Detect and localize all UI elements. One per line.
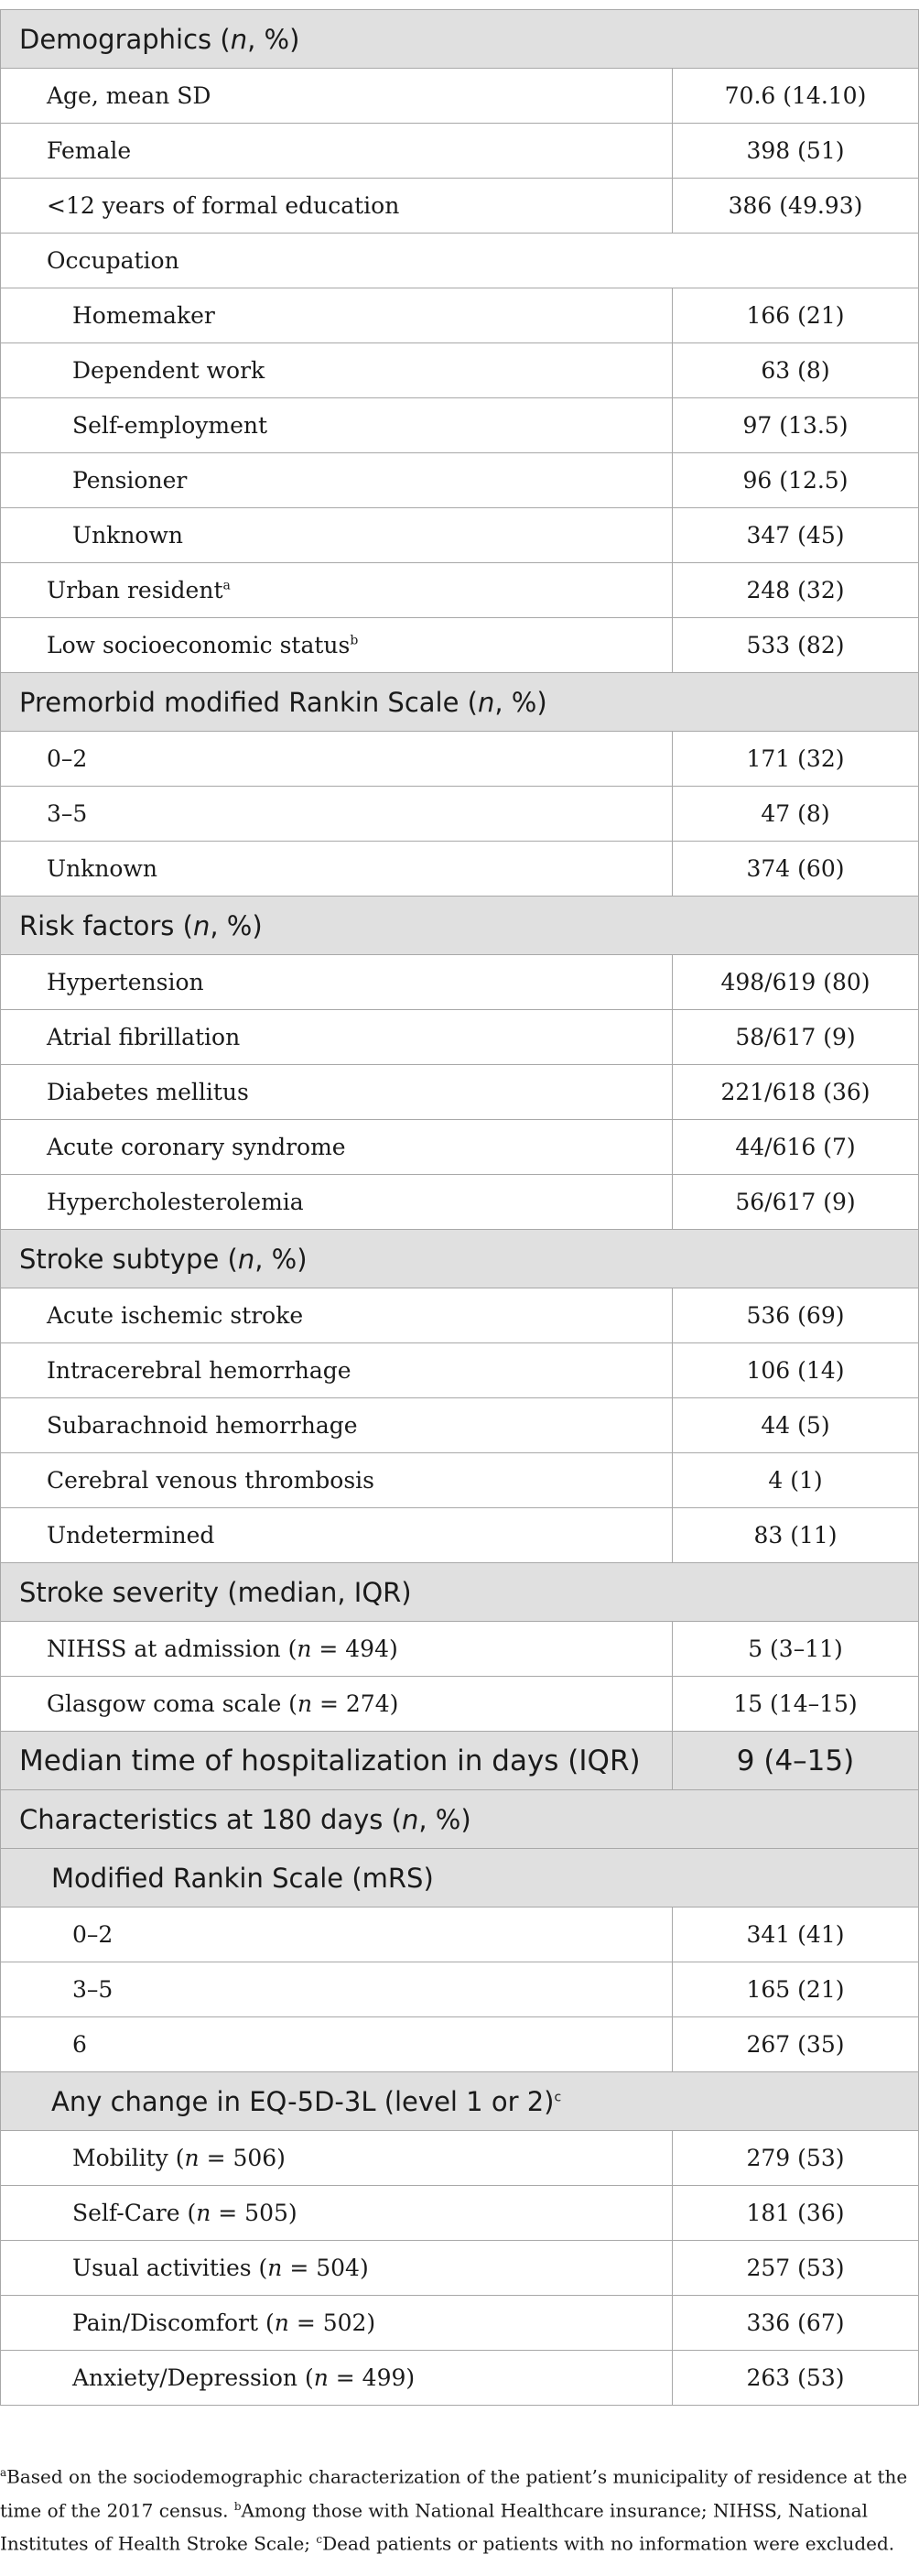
section-premorbid-mrs xyxy=(1,673,919,732)
subsection-eq5d xyxy=(1,2072,919,2131)
table-row xyxy=(1,234,919,288)
row-value: 58/617 (9) xyxy=(673,1010,919,1065)
row-label: Subarachnoid hemorrhage xyxy=(1,1398,673,1453)
row-value: 257 (53) xyxy=(673,2241,919,2296)
row-label: Dependent work xyxy=(1,343,673,398)
row-value: 96 (12.5) xyxy=(673,453,919,508)
section-title: Premorbid modified Rankin Scale (n, %) xyxy=(1,673,919,732)
row-label: Anxiety/Depression (n = 499) xyxy=(1,2351,673,2406)
table-row xyxy=(1,732,919,787)
row-value: 341 (41) xyxy=(673,1908,919,1962)
row-label: 6 xyxy=(1,2017,673,2072)
section-risk-factors xyxy=(1,897,919,955)
subsection-mrs xyxy=(1,1849,919,1908)
section-title: Median time of hospitalization in days (IQR) xyxy=(1,1732,673,1790)
row-label: Diabetes mellitus xyxy=(1,1065,673,1120)
row-value: 279 (53) xyxy=(673,2131,919,2186)
subsection-title: Any change in EQ-5D-3L (level 1 or 2)$^c$ xyxy=(1,2072,919,2131)
table-row xyxy=(1,2351,919,2406)
row-value: 336 (67) xyxy=(673,2296,919,2351)
section-stroke-severity xyxy=(1,1563,919,1622)
row-value: 181 (36) xyxy=(673,2186,919,2241)
row-label: Low socioeconomic status$^b$ xyxy=(1,618,673,673)
row-label: Atrial fibrillation xyxy=(1,1010,673,1065)
section-title: Risk factors (n, %) xyxy=(1,897,919,955)
table-row xyxy=(1,1065,919,1120)
row-label: Female xyxy=(1,124,673,179)
row-value: 97 (13.5) xyxy=(673,398,919,453)
row-value: 347 (45) xyxy=(673,508,919,563)
row-value: 263 (53) xyxy=(673,2351,919,2406)
table-row xyxy=(1,1508,919,1563)
row-label: 0–2 xyxy=(1,1908,673,1962)
table-row xyxy=(1,955,919,1010)
table-row xyxy=(1,1453,919,1508)
table-row xyxy=(1,124,919,179)
row-label: Pensioner xyxy=(1,453,673,508)
table-footnotes: $^a$Based on the sociodemographic characterization of the patient’s municipality of residence at the time of the 2017 census. $^b$Among those with National Healthcare insurance; NIHSS, National Institutes of Health Stroke Scale; $^c$Dead patients or patients with no information were excluded. xyxy=(0,2465,908,2555)
row-label: <12 years of formal education xyxy=(1,179,673,234)
table-row xyxy=(1,1908,919,1962)
table-row xyxy=(1,1622,919,1677)
row-label: Homemaker xyxy=(1,288,673,343)
row-label: Acute coronary syndrome xyxy=(1,1120,673,1175)
section-180-days xyxy=(1,1790,919,1849)
row-value: 15 (14–15) xyxy=(673,1677,919,1732)
row-value: 44/616 (7) xyxy=(673,1120,919,1175)
table-row xyxy=(1,2186,919,2241)
table-row xyxy=(1,1010,919,1065)
row-label: Occupation xyxy=(1,234,919,288)
row-label: Usual activities (n = 504) xyxy=(1,2241,673,2296)
row-value: 533 (82) xyxy=(673,618,919,673)
table-row xyxy=(1,842,919,897)
table-row xyxy=(1,1343,919,1398)
row-label: Age, mean SD xyxy=(1,69,673,124)
table-row xyxy=(1,787,919,842)
row-label: Glasgow coma scale (n = 274) xyxy=(1,1677,673,1732)
row-value: 106 (14) xyxy=(673,1343,919,1398)
table-row xyxy=(1,618,919,673)
row-value: 221/618 (36) xyxy=(673,1065,919,1120)
row-value: 70.6 (14.10) xyxy=(673,69,919,124)
row-label: Intracerebral hemorrhage xyxy=(1,1343,673,1398)
characteristics-table xyxy=(0,9,919,2406)
table-row xyxy=(1,1288,919,1343)
section-title: Stroke subtype (n, %) xyxy=(1,1230,919,1288)
table-row xyxy=(1,398,919,453)
row-value: 248 (32) xyxy=(673,563,919,618)
row-value: 63 (8) xyxy=(673,343,919,398)
section-stroke-subtype xyxy=(1,1230,919,1288)
row-label: Pain/Discomfort (n = 502) xyxy=(1,2296,673,2351)
section-demographics xyxy=(1,10,919,69)
table-row xyxy=(1,343,919,398)
row-label: Hypertension xyxy=(1,955,673,1010)
row-label: Hypercholesterolemia xyxy=(1,1175,673,1230)
row-value: 171 (32) xyxy=(673,732,919,787)
table-row xyxy=(1,1398,919,1453)
row-label: Self-employment xyxy=(1,398,673,453)
row-value: 4 (1) xyxy=(673,1453,919,1508)
row-value: 44 (5) xyxy=(673,1398,919,1453)
row-label: 3–5 xyxy=(1,1962,673,2017)
row-label: Mobility (n = 506) xyxy=(1,2131,673,2186)
row-value: 56/617 (9) xyxy=(673,1175,919,1230)
table-row xyxy=(1,1677,919,1732)
row-label: Acute ischemic stroke xyxy=(1,1288,673,1343)
row-label: Cerebral venous thrombosis xyxy=(1,1453,673,1508)
subsection-title: Modified Rankin Scale (mRS) xyxy=(1,1849,919,1908)
row-label: Self-Care (n = 505) xyxy=(1,2186,673,2241)
row-value: 398 (51) xyxy=(673,124,919,179)
row-value: 9 (4–15) xyxy=(673,1732,919,1790)
table-row xyxy=(1,1120,919,1175)
table-row xyxy=(1,453,919,508)
table-row xyxy=(1,288,919,343)
table-row xyxy=(1,2296,919,2351)
row-value: 165 (21) xyxy=(673,1962,919,2017)
section-title: Characteristics at 180 days (n, %) xyxy=(1,1790,919,1849)
row-label: NIHSS at admission (n = 494) xyxy=(1,1622,673,1677)
table-row xyxy=(1,1175,919,1230)
row-value: 166 (21) xyxy=(673,288,919,343)
row-value: 498/619 (80) xyxy=(673,955,919,1010)
table-row xyxy=(1,1962,919,2017)
row-value: 5 (3–11) xyxy=(673,1622,919,1677)
row-value: 267 (35) xyxy=(673,2017,919,2072)
row-value: 374 (60) xyxy=(673,842,919,897)
section-hospitalization xyxy=(1,1732,919,1790)
table-row xyxy=(1,2017,919,2072)
row-label: 0–2 xyxy=(1,732,673,787)
table-row xyxy=(1,563,919,618)
table-row xyxy=(1,2241,919,2296)
row-value: 536 (69) xyxy=(673,1288,919,1343)
row-label: Unknown xyxy=(1,508,673,563)
row-label: Urban resident$^a$ xyxy=(1,563,673,618)
row-label: Unknown xyxy=(1,842,673,897)
table-row xyxy=(1,2131,919,2186)
row-value: 83 (11) xyxy=(673,1508,919,1563)
row-value: 386 (49.93) xyxy=(673,179,919,234)
section-title: Demographics (n, %) xyxy=(1,10,919,69)
row-label: Undetermined xyxy=(1,1508,673,1563)
section-title: Stroke severity (median, IQR) xyxy=(1,1563,919,1622)
row-value: 47 (8) xyxy=(673,787,919,842)
table-row xyxy=(1,508,919,563)
table-row xyxy=(1,179,919,234)
row-label: 3–5 xyxy=(1,787,673,842)
table-row xyxy=(1,69,919,124)
